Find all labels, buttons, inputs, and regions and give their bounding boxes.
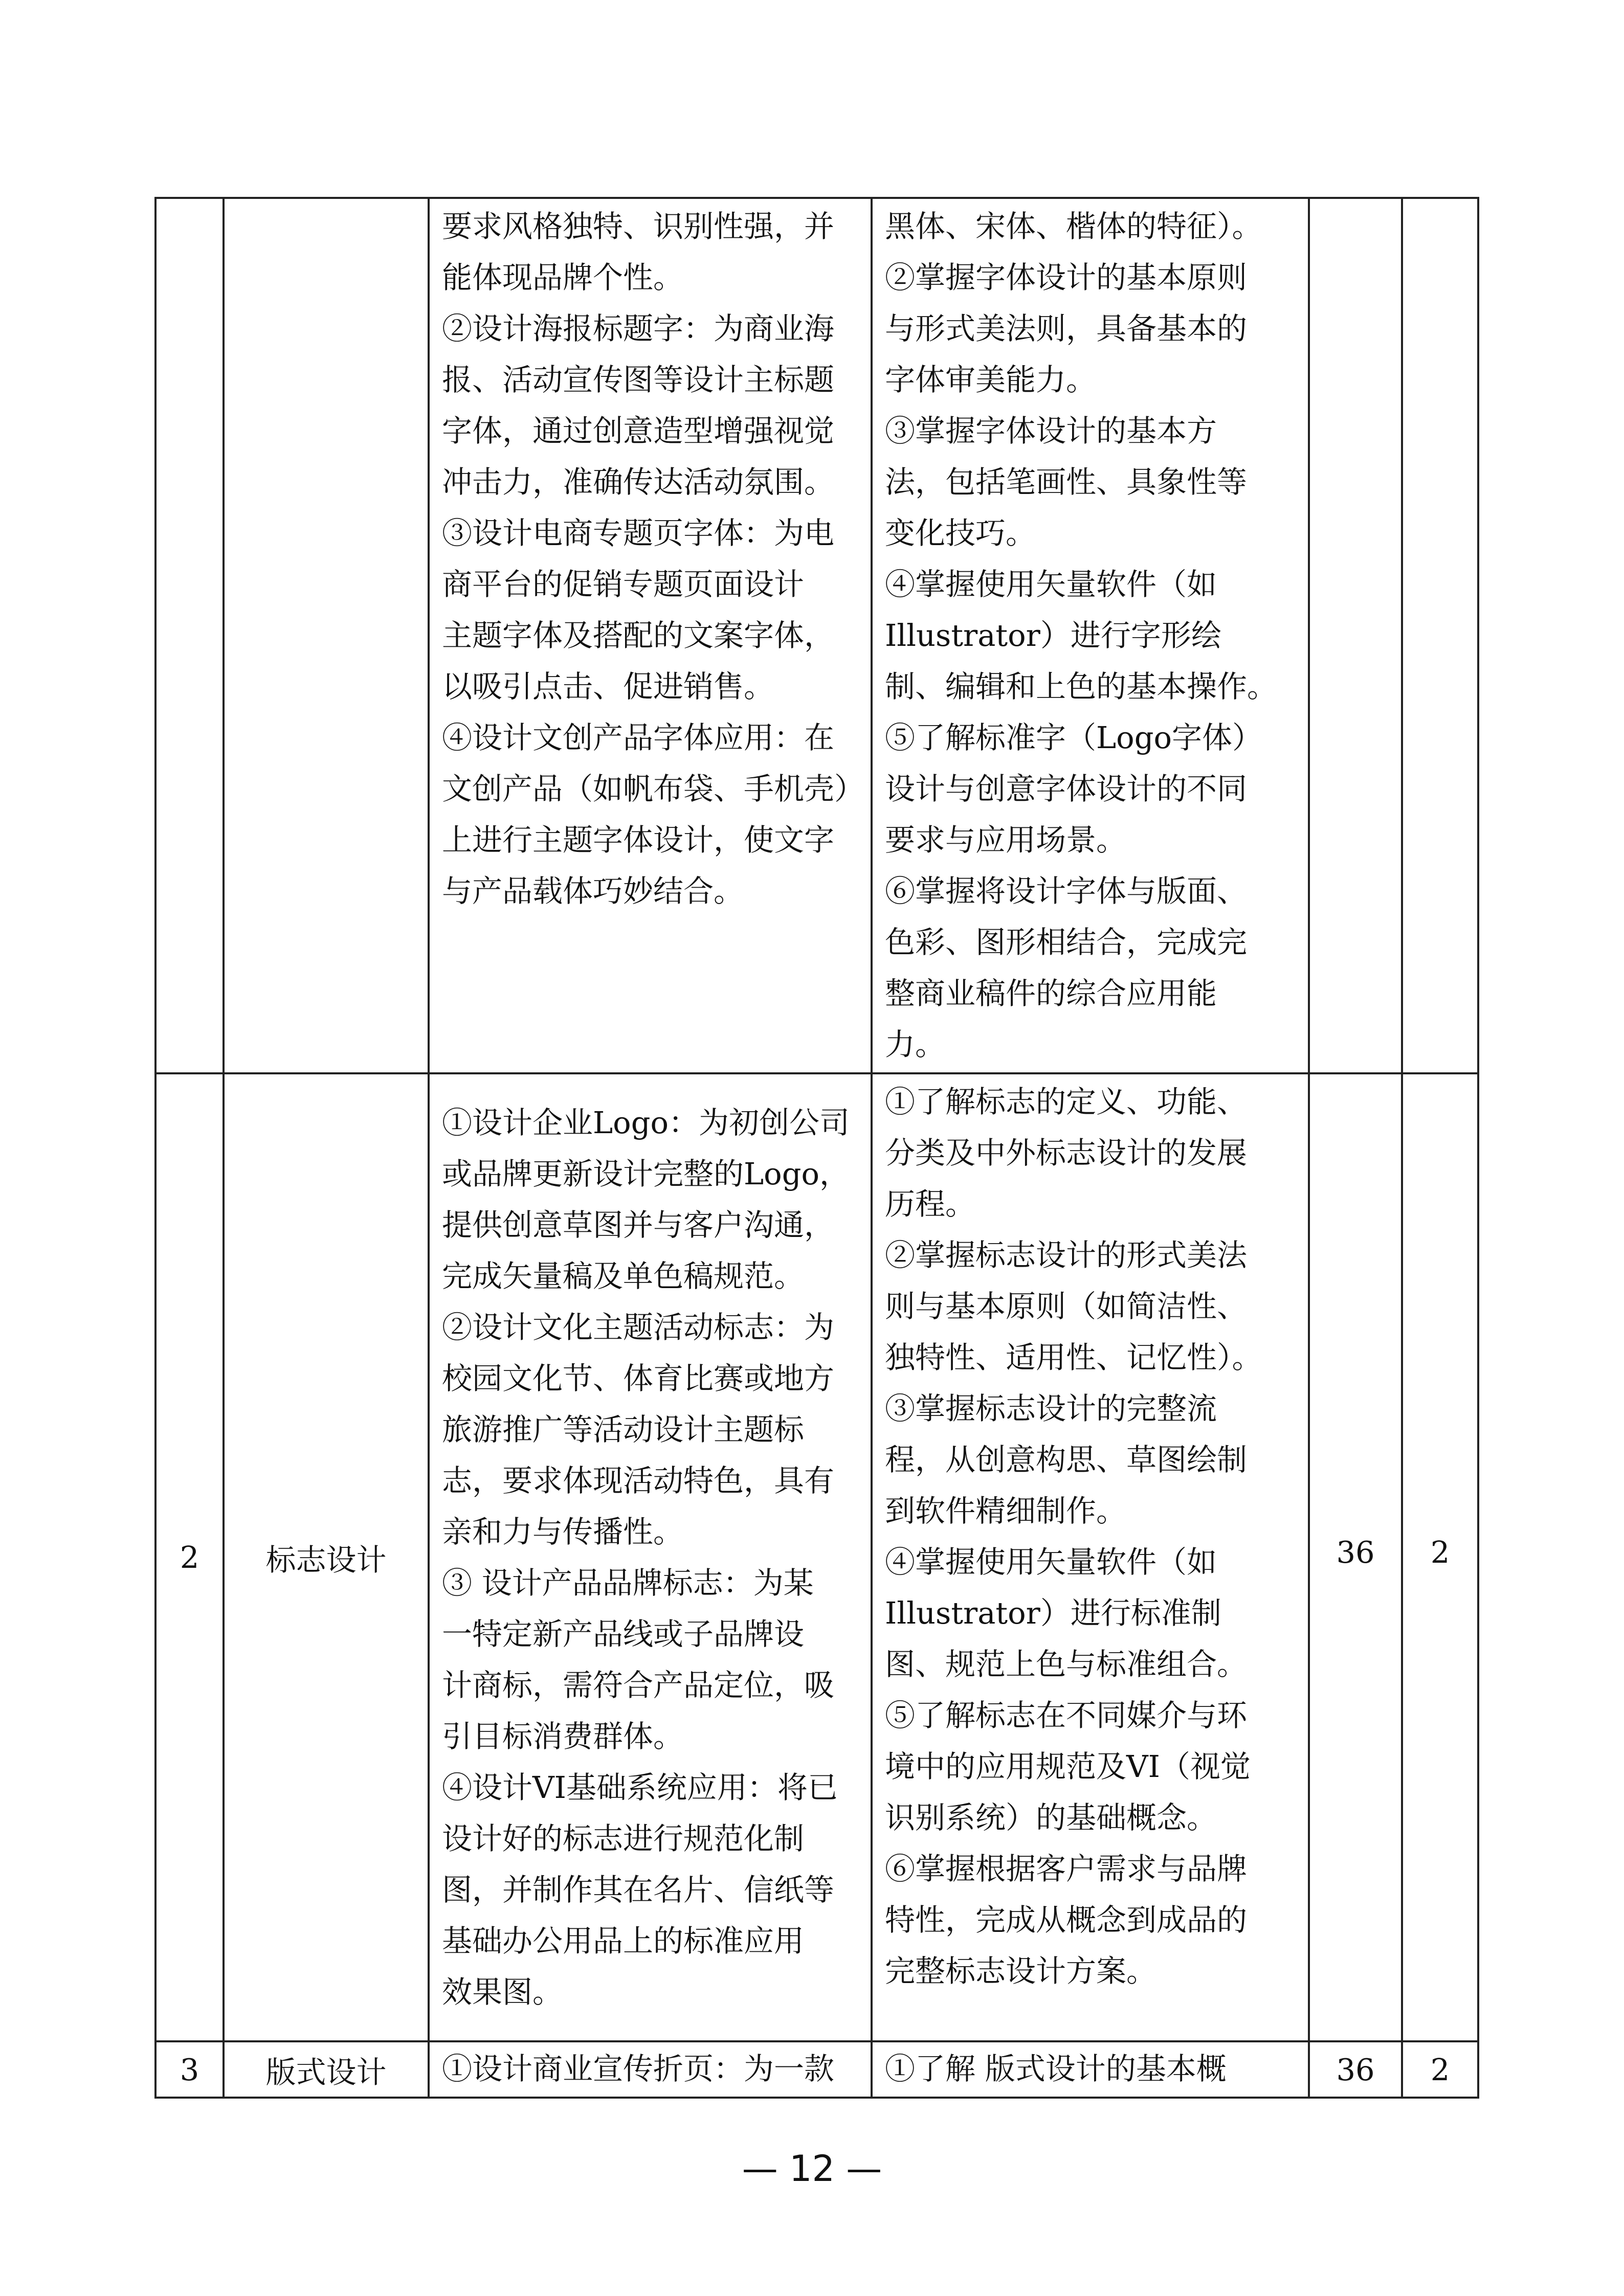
- cell-line: 图，并制作其在名片、信纸等: [442, 1872, 835, 1907]
- cell-line: ⑥掌握将设计字体与版面、: [885, 873, 1248, 909]
- cell-line: ④设计VI基础系统应用：将已: [442, 1769, 838, 1805]
- cell-line: 图、规范上色与标准组合。: [885, 1647, 1248, 1682]
- cell-line: ③掌握标志设计的完整流: [885, 1391, 1217, 1426]
- cell-line: 力。: [885, 1027, 946, 1062]
- task-cell: [429, 1073, 872, 2041]
- cell-line: 字体，通过创意造型增强视觉: [442, 413, 835, 448]
- cell-line: ⑥掌握根据客户需求与品牌: [885, 1851, 1248, 1886]
- cell-line: 亲和力与传播性。: [442, 1514, 684, 1549]
- cell-line: 能体现品牌个性。: [442, 260, 684, 295]
- cell-line: ③设计电商专题页字体：为电: [442, 515, 835, 551]
- cell-line: 报、活动宣传图等设计主标题: [442, 362, 835, 397]
- cell-line: 分类及中外标志设计的发展: [885, 1135, 1248, 1170]
- module-name-cell: [224, 198, 429, 1073]
- credits-cell: [1402, 198, 1478, 1073]
- cell-line: 主题字体及搭配的文案字体，: [442, 618, 835, 653]
- cell-line: 整商业稿件的综合应用能: [885, 976, 1217, 1011]
- cell-line: ⑤了解标准字（Logo字体）: [885, 720, 1262, 755]
- cell-line: ④掌握使用矢量软件（如: [885, 1544, 1217, 1580]
- hours-cell: 36: [1309, 1073, 1402, 2041]
- cell-line: ③ 设计产品品牌标志：为某: [442, 1565, 814, 1601]
- cell-line: 设计好的标志进行规范化制: [442, 1820, 805, 1856]
- cell-line: 与形式美法则，具备基本的: [885, 311, 1248, 346]
- cell-line: ①设计企业Logo：为初创公司: [442, 1105, 850, 1140]
- cell-line: 历程。: [885, 1186, 976, 1222]
- cell-line: 识别系统）的基础概念。: [885, 1800, 1217, 1835]
- credits-cell: 2: [1402, 2041, 1478, 2098]
- cell-line: 引目标消费群体。: [442, 1718, 684, 1754]
- cell-line: ①设计商业宣传折页：为一款: [442, 2051, 835, 2086]
- cell-line: 基础办公用品上的标准应用: [442, 1923, 805, 1959]
- cell-line: ①了解标志的定义、功能、: [885, 1084, 1248, 1119]
- cell-line: 特性，完成从概念到成品的: [885, 1902, 1248, 1938]
- course-content-table: [154, 197, 1479, 2099]
- cell-line: 独特性、适用性、记忆性）。: [885, 1340, 1262, 1375]
- cell-line: 程，从创意构思、草图绘制: [885, 1442, 1248, 1477]
- cell-line: 法，包括笔画性、具象性等: [885, 464, 1248, 500]
- row-number-cell: 3: [155, 2041, 224, 2098]
- cell-line: 商平台的促销专题页面设计: [442, 567, 805, 602]
- table-row: [155, 1073, 1478, 2041]
- cell-line: 变化技巧。: [885, 515, 1036, 551]
- cell-line: 旅游推广等活动设计主题标: [442, 1411, 805, 1447]
- cell-line: ①了解 版式设计的基本概: [885, 2051, 1227, 2086]
- cell-line: ④设计文创产品字体应用：在: [442, 720, 835, 755]
- table-row: [155, 2041, 1478, 2098]
- credits-cell: 2: [1402, 1073, 1478, 2041]
- cell-line: ②掌握标志设计的形式美法: [885, 1237, 1248, 1273]
- cell-line: 以吸引点击、促进销售。: [442, 669, 774, 704]
- task-cell: [429, 2041, 872, 2098]
- cell-line: ②设计文化主题活动标志：为: [442, 1309, 835, 1345]
- cell-line: 完整标志设计方案。: [885, 1953, 1157, 1989]
- cell-line: 效果图。: [442, 1974, 563, 2010]
- module-name-cell: 标志设计: [224, 1073, 429, 2041]
- cell-line: ②掌握字体设计的基本原则: [885, 260, 1248, 295]
- cell-line: 字体审美能力。: [885, 362, 1097, 397]
- cell-line: 要求与应用场景。: [885, 822, 1127, 858]
- cell-line: Illustrator）进行字形绘: [885, 618, 1221, 653]
- cell-line: 计商标，需符合产品定位，吸: [442, 1667, 835, 1703]
- page-number: — 12 —: [742, 2148, 882, 2190]
- cell-line: ②设计海报标题字：为商业海: [442, 311, 835, 346]
- cell-line: 到软件精细制作。: [885, 1493, 1127, 1528]
- cell-line: 或品牌更新设计完整的Logo，: [442, 1156, 850, 1191]
- cell-line: ③掌握字体设计的基本方: [885, 413, 1217, 448]
- cell-line: 与产品载体巧妙结合。: [442, 873, 744, 909]
- requirement-cell: [872, 2041, 1309, 2098]
- row-number-cell: [155, 198, 224, 1073]
- cell-line: 一特定新产品线或子品牌设: [442, 1616, 805, 1652]
- requirement-cell: [872, 198, 1309, 1073]
- cell-line: 完成矢量稿及单色稿规范。: [442, 1258, 805, 1294]
- requirement-cell: [872, 1073, 1309, 2041]
- module-name-cell: 版式设计: [224, 2041, 429, 2098]
- cell-line: 黑体、宋体、楷体的特征）。: [885, 209, 1262, 244]
- cell-line: 提供创意草图并与客户沟通，: [442, 1207, 835, 1243]
- cell-line: 制、编辑和上色的基本操作。: [885, 669, 1278, 704]
- cell-line: 则与基本原则（如简洁性、: [885, 1289, 1248, 1324]
- cell-line: 冲击力，准确传达活动氛围。: [442, 464, 835, 500]
- task-cell: [429, 198, 872, 1073]
- cell-line: 志，要求体现活动特色，具有: [442, 1462, 835, 1498]
- cell-line: 境中的应用规范及VI（视觉: [885, 1749, 1251, 1784]
- table-row: [155, 198, 1478, 1073]
- cell-line: 色彩、图形相结合，完成完: [885, 925, 1248, 960]
- row-number-cell: 2: [155, 1073, 224, 2041]
- cell-line: 文创产品（如帆布袋、手机壳）: [442, 771, 865, 806]
- hours-cell: [1309, 198, 1402, 1073]
- cell-line: 要求风格独特、识别性强，并: [442, 209, 835, 244]
- cell-line: 设计与创意字体设计的不同: [885, 771, 1248, 806]
- cell-line: ④掌握使用矢量软件（如: [885, 567, 1217, 602]
- hours-cell: 36: [1309, 2041, 1402, 2098]
- cell-line: 上进行主题字体设计，使文字: [442, 822, 835, 858]
- cell-line: Illustrator）进行标准制: [885, 1595, 1221, 1631]
- cell-line: ⑤了解标志在不同媒介与环: [885, 1698, 1248, 1733]
- cell-line: 校园文化节、体育比赛或地方: [442, 1360, 835, 1396]
